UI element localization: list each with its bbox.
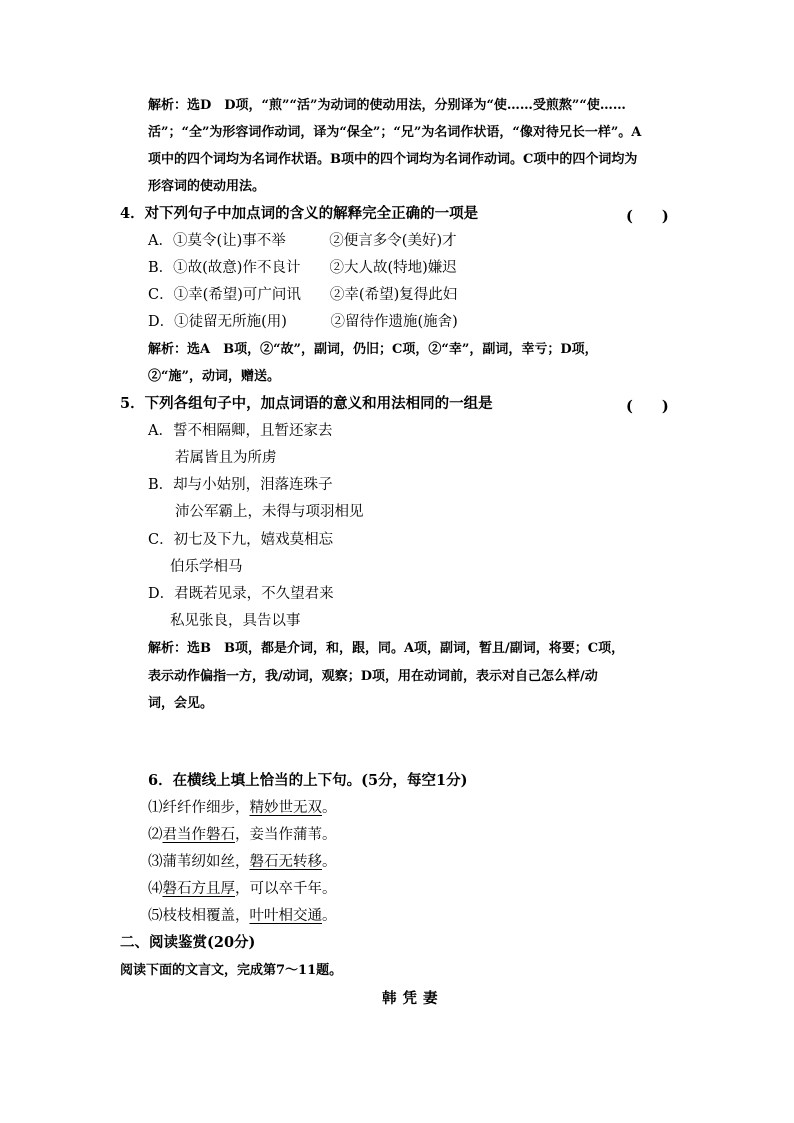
q5-option-b-2: 沛公军霸上，未得与项羽相见 <box>175 504 364 520</box>
q6-line-4-answer: 磐石方且厚 <box>162 881 235 897</box>
q4-answer-paren: ( ) <box>626 208 669 225</box>
q6-line-2-end: ，妾当作蒲苇。 <box>235 827 337 843</box>
q6-line-1-answer: 精妙世无双 <box>249 800 322 816</box>
q5-option-a-2: 若属皆且为所虏 <box>175 450 277 466</box>
q5-explanation-line-2: 表示动作偏指一方，我/动词，观察；D项，用在动词前，表示对自己怎么样/动 <box>148 669 598 684</box>
q4-option-b: B．①故(故意)作不良计 ②大人故(特地)嫌迟 <box>148 260 457 276</box>
q6-line-4 <box>148 880 337 898</box>
q6-line-5-end: 。 <box>322 908 337 924</box>
q3-explanation-line-2: 活”；“全”为形容词作动词，译为“保全”；“兄”为名词作状语，“像对待兄长一样”。A <box>148 125 642 140</box>
q4-option-a: A．①莫令(让)事不举 ②便言多令(美好)才 <box>148 233 457 249</box>
q6-line-5 <box>148 907 337 925</box>
q6-line-3-answer: 磐石无转移 <box>249 854 322 870</box>
q3-explanation-line-3: 项中的四个词均为名词作状语。B项中的四个词均为名词作动词。C项中的四个词均为 <box>148 152 638 167</box>
q6-line-4-end: ，可以卒千年。 <box>235 881 337 897</box>
q5-option-c-1: C．初七及下九，嬉戏莫相忘 <box>148 532 334 548</box>
q6-line-1-given: ⑴纤纤作细步， <box>148 800 250 816</box>
q5-option-a-1: A．誓不相隔卿，且暂还家去 <box>148 423 333 439</box>
q6-line-3-given: ⑶蒲苇纫如丝， <box>148 854 250 870</box>
q3-explanation-line-1: 解析：选D D项，“煎”“活”为动词的使动用法，分别译为“使……受煎熬”“使…… <box>148 98 626 113</box>
q6-line-5-given: ⑸枝枝相覆盖， <box>148 908 250 924</box>
q6-line-3-end: 。 <box>322 854 337 870</box>
q6-line-3 <box>148 853 337 871</box>
q5-option-c-2: 伯乐学相马 <box>170 559 243 575</box>
q6-line-1-end: 。 <box>322 800 337 816</box>
q3-explanation-line-4: 形容词的使动用法。 <box>148 179 266 194</box>
q6-line-1 <box>148 799 337 817</box>
q5-explanation-line-1: 解析：选B B项，都是介词，和，跟，同。A项，副词，暂且/副词，将要；C项， <box>148 641 625 656</box>
q4-explanation-line-2: ②“施”，动词，赠送。 <box>148 369 280 384</box>
q6-stem: 6．在横线上填上恰当的上下句。(5分，每空1分) <box>148 772 468 789</box>
q4-stem: 4．对下列句子中加点词的含义的解释完全正确的一项是 <box>120 205 479 222</box>
q6-line-2-given: ⑵ <box>148 827 163 843</box>
section-2-instruction: 阅读下面的文言文，完成第7～11题。 <box>120 963 343 978</box>
q5-answer-paren: ( ) <box>626 398 669 415</box>
q5-stem: 5．下列各组句子中，加点词语的意义和用法相同的一组是 <box>120 395 493 412</box>
passage-title: 韩凭妻 <box>382 990 444 1007</box>
q5-option-d-1: D．君既若见录，不久望君来 <box>148 586 334 602</box>
q4-option-d: D．①徒留无所施(用) ②留待作遗施(施舍) <box>148 314 458 330</box>
section-2-heading: 二、阅读鉴赏(20分) <box>120 934 256 951</box>
q6-line-4-given: ⑷ <box>148 881 163 897</box>
q6-line-5-answer: 叶叶相交通 <box>249 908 322 924</box>
q5-option-d-2: 私见张良，具告以事 <box>170 613 301 629</box>
q4-explanation-line-1: 解析：选A B项，②“故”，副词，仍旧；C项，②“幸”，副词，幸亏；D项， <box>148 342 598 357</box>
q5-explanation-line-3: 词，会见。 <box>148 696 214 711</box>
q4-option-c: C．①幸(希望)可广问讯 ②幸(希望)复得此妇 <box>148 287 458 303</box>
q5-option-b-1: B．却与小姑别，泪落连珠子 <box>148 477 333 493</box>
q6-line-2-answer: 君当作磐石 <box>162 827 235 843</box>
q6-line-2 <box>148 826 337 844</box>
